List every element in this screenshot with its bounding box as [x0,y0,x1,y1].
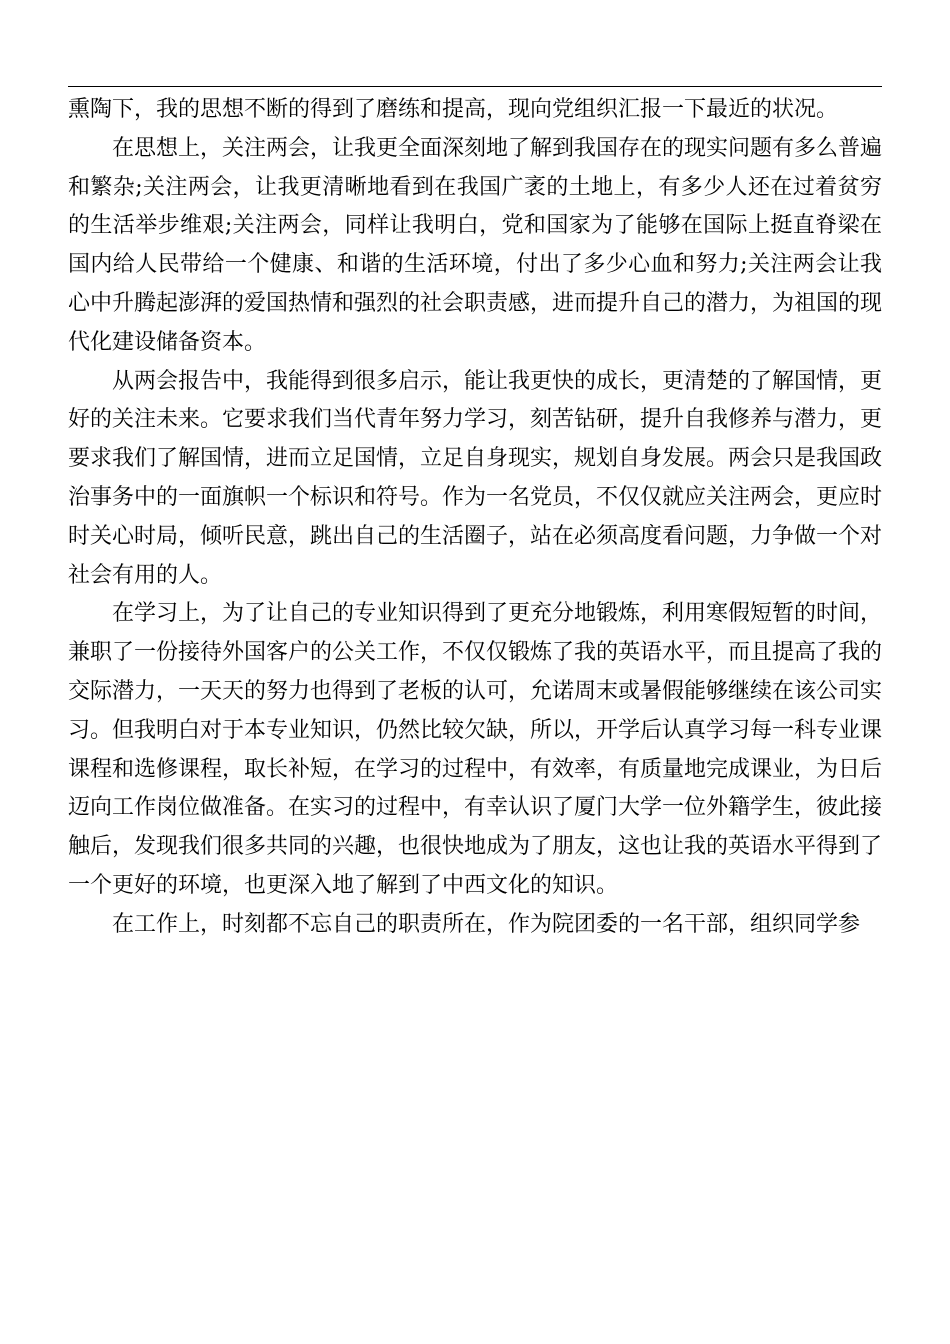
paragraph-two-sessions-report: 从两会报告中，我能得到很多启示，能让我更快的成长，更清楚的了解国情，更好的关注未来。它要求我们当代青年努力学习，刻苦钻研，提升自我修养与潜力，更要求我们了解国情，进而立足国情，立足自身现实，规划自身发展。两会只是我国政治事务中的一面旗帜一个标识和符号。作为一名党员，不仅仅就应关注两会，更应时时关心时局，倾听民意，跳出自己的生活圈子，站在必须高度看问题，力争做一个对社会有用的人。 [68,368,883,588]
paragraph-work: 在工作上，时刻都不忘自己的职责所在，作为院团委的一名干部，组织同学参 [112,911,861,937]
document-body [68,91,882,945]
paragraph-study: 在学习上，为了让自己的专业知识得到了更充分地锻炼，利用寒假短暂的时间，兼职了一份接待外国客户的公关工作，不仅仅锻炼了我的英语水平，而且提高了我的交际潜力，一天天的努力也得到了老板的认可，允诺周末或暑假能够继续在该公司实习。但我明白对于本专业知识，仍然比较欠缺，所以，开学后认真学习每一科专业课课程和选修课程，取长补短，在学习的过程中，有效率，有质量地完成课业，为日后迈向工作岗位做准备。在实习的过程中，有幸认识了厦门大学一位外籍学生，彼此接触后，发现我们很多共同的兴趣，也很快地成为了朋友，这也让我的英语水平得到了一个更好的环境，也更深入地了解到了中西文化的知识。 [68,601,883,898]
header-rule [68,86,882,87]
paragraph-continuation: 熏陶下，我的思想不断的得到了磨练和提高，现向党组织汇报一下最近的状况。 [68,97,839,122]
paragraph-thinking: 在思想上，关注两会，让我更全面深刻地了解到我国存在的现实问题有多么普遍和繁杂;关注两会，让我更清晰地看到在我国广袤的土地上，有多少人还在过着贫穷的生活举步维艰;关注两会，同样让我明白，党和国家为了能够在国际上挺直脊梁在国内给人民带给一个健康、和谐的生活环境，付出了多少心血和努力;关注两会让我心中升腾起澎湃的爱国热情和强烈的社会职责感，进而提升自己的潜力，为祖国的现代化建设储备资本。 [68,135,883,355]
